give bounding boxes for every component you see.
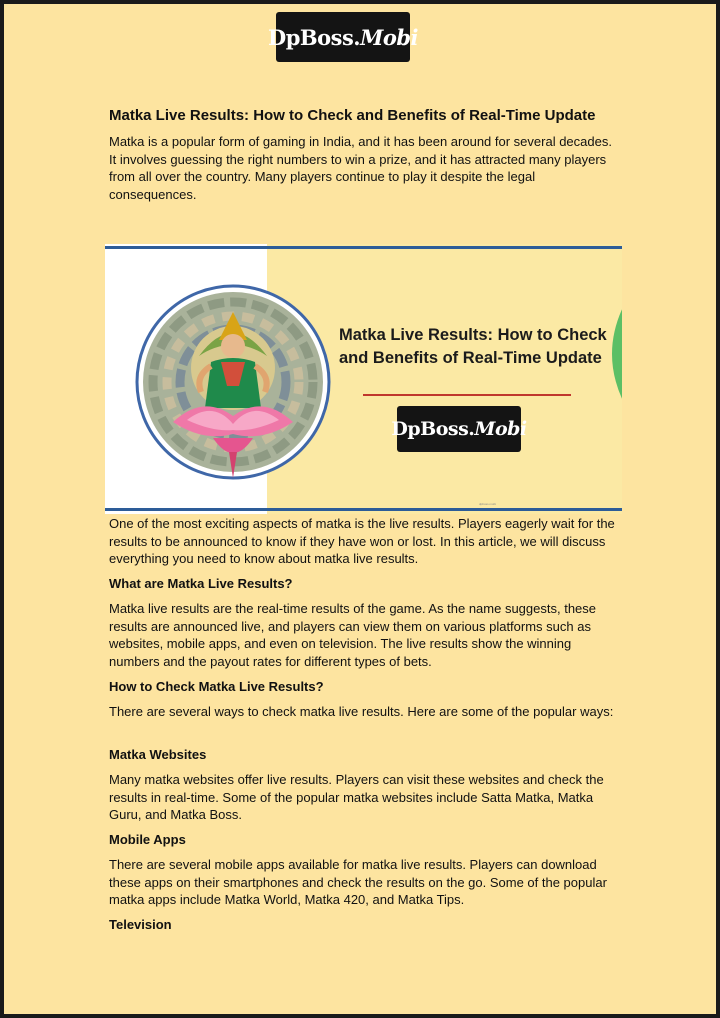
banner-logo-text [391, 418, 526, 440]
banner-divider [363, 394, 571, 396]
banner-logo [391, 406, 527, 452]
apps-paragraph: There are several mobile apps available for matka live results. Players can download these apps on their smartphones and check the results on the go. Some of the popular matka apps include Matka World, Matka 420, and Matka Tips. [109, 857, 607, 908]
what-paragraph: Matka live results are the real-time results of the game. As the name suggests, these results are announced live, and players can view them on various platforms such as websites, mobile apps, and even on television. The live results show the winning numbers and the payout rates for different types of bets. [109, 601, 597, 670]
heading-television: Television [109, 917, 172, 932]
logo-text-part2: Mobi [360, 24, 419, 50]
banner-footnote: dpboss.mobi [479, 502, 497, 506]
banner-bottom-line [105, 508, 622, 511]
logo-text [268, 25, 418, 50]
site-logo [267, 12, 419, 62]
websites-paragraph: Many matka websites offer live results. Players can visit these websites and check the results in real-time. Some of the popular matka websites include Satta Matka, Matka Guru, and Matka Boss. [109, 772, 604, 823]
banner-logo-part1: DpBoss. [391, 418, 475, 440]
heading-mobile-apps: Mobile Apps [109, 832, 186, 847]
intro-paragraph: Matka is a popular form of gaming in India, and it has been around for several decades. It involves guessing the right numbers to win a prize, and it has attracted many players from all over the country. Many players continue to play it despite the legal consequences. [109, 134, 612, 203]
banner-title: Matka Live Results: How to Check and Benefits of Real-Time Update [339, 326, 607, 367]
article-banner-image [105, 244, 622, 514]
banner-top-line [105, 246, 622, 249]
heading-matka-websites: Matka Websites [109, 747, 207, 762]
document-title: Matka Live Results: How to Check and Benefits of Real-Time Update [109, 107, 596, 124]
exciting-paragraph: One of the most exciting aspects of matka is the live results. Players eagerly wait for the results to be announced to know if they have won or lost. In this article, we will discuss everything you need to know about matka live results. [109, 516, 615, 567]
how-paragraph: There are several ways to check matka live results. Here are some of the popular ways: [109, 704, 614, 719]
heading-what-are: What are Matka Live Results? [109, 576, 293, 591]
goddess-lakshmi-illustration [133, 282, 333, 482]
heading-how-to-check: How to Check Matka Live Results? [109, 679, 324, 694]
logo-text-part1: DpBoss. [267, 24, 361, 50]
banner-logo-part2: Mobi [474, 418, 527, 440]
